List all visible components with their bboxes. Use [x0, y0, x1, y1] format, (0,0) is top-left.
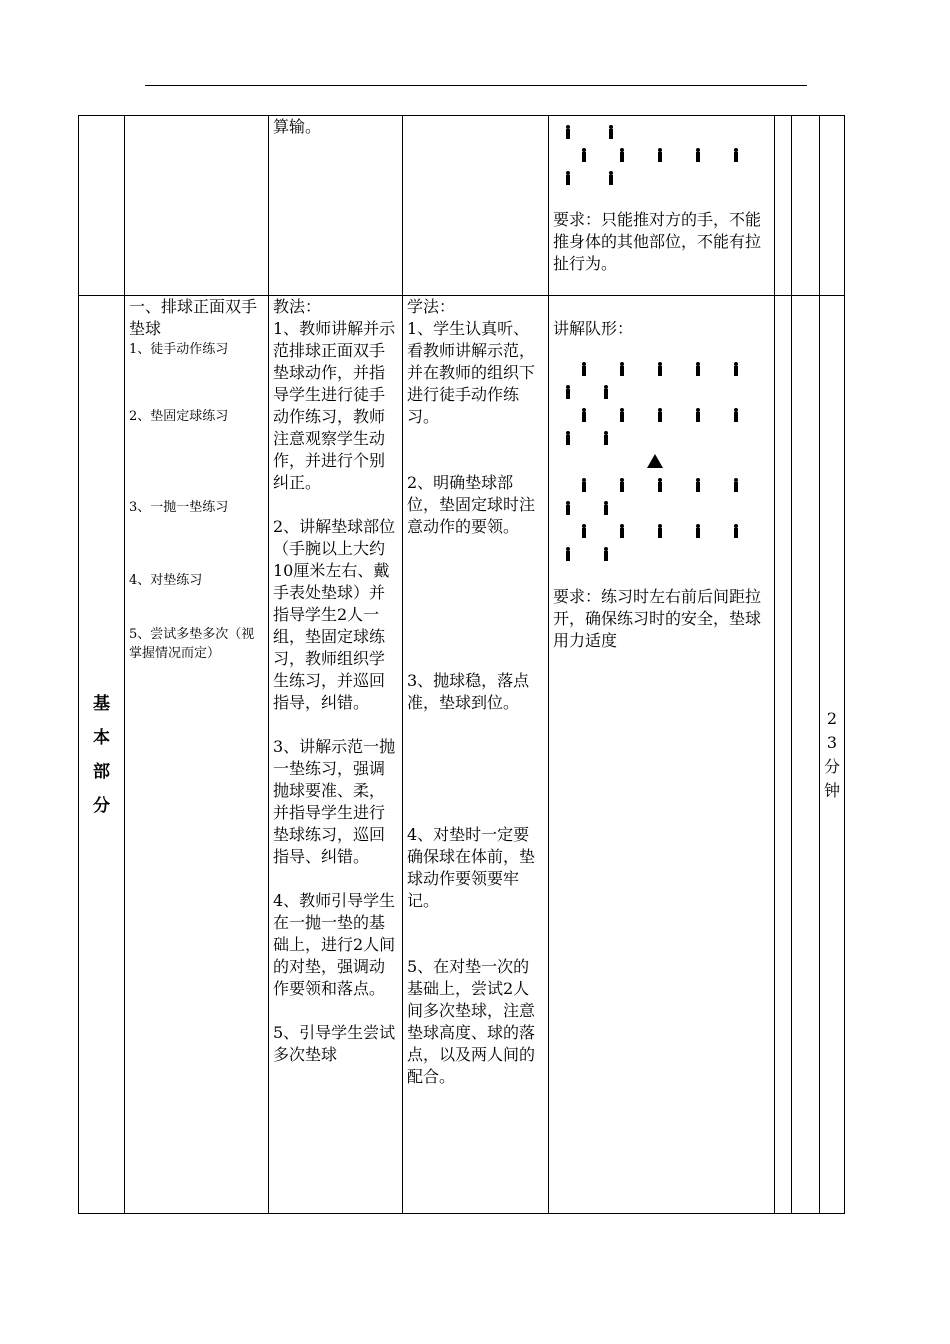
formation-row — [565, 383, 609, 397]
student-icon — [657, 524, 663, 538]
learn-step: 4、对垫时一定要确保球在体前，垫球动作要领要牢记。 — [407, 825, 536, 910]
content-item: 2、垫固定球练习 — [129, 409, 229, 424]
student-icon — [619, 408, 625, 422]
teach-step: 4、教师引导学生在一抛一垫的基础上，进行2人间的对垫，强调动作要领和落点。 — [273, 891, 396, 998]
content-cell — [125, 296, 269, 1214]
learn-step: 3、抛球稳，落点准，垫球到位。 — [407, 671, 530, 712]
teach-step: 1、教师讲解并示范排球正面双手垫球动作，并指导学生进行徒手动作练习，教师注意观察学生动作，并进行个别纠正。 — [273, 319, 396, 492]
section-label: 基 本 部 分 — [79, 296, 125, 1214]
student-icon — [581, 148, 587, 162]
requirement-text: 要求：练习时左右前后间距拉开，确保练习时的安全，垫球用力适度 — [553, 587, 762, 650]
organization-cell — [549, 296, 775, 1214]
student-icon — [657, 478, 663, 492]
formation-row — [581, 476, 739, 490]
formation-row — [565, 429, 609, 443]
student-icon — [603, 385, 609, 399]
student-icon — [695, 524, 701, 538]
student-icon — [619, 148, 625, 162]
learn-step: 2、明确垫球部位，垫固定球时注意动作的要领。 — [407, 473, 536, 536]
blank-cell — [775, 116, 792, 296]
blank-cell — [792, 116, 820, 296]
student-icon — [581, 362, 587, 376]
formation-row — [581, 522, 739, 536]
student-icon — [603, 431, 609, 445]
student-icon — [565, 171, 571, 185]
student-icon — [657, 362, 663, 376]
table-row — [79, 116, 845, 296]
student-icon — [608, 171, 614, 185]
student-icon — [581, 408, 587, 422]
formation-label: 讲解队形： — [553, 319, 634, 338]
student-icon — [581, 478, 587, 492]
student-icon — [733, 408, 739, 422]
content-item: 3、一抛一垫练习 — [129, 500, 229, 515]
teacher-triangle-icon — [647, 454, 663, 468]
learn-step: 1、学生认真听、看教师讲解示范，并在教师的组织下进行徒手动作练习。 — [407, 319, 536, 426]
student-icon — [695, 362, 701, 376]
blank-cell — [792, 296, 820, 1214]
student-icon — [565, 501, 571, 515]
teaching-formation — [553, 348, 770, 576]
time-label: 2 3 分 钟 — [820, 296, 845, 1214]
student-icon — [581, 524, 587, 538]
teach-text: 算输。 — [273, 117, 322, 136]
content-cell — [125, 116, 269, 296]
organization-cell — [549, 116, 775, 296]
formation-row — [565, 499, 609, 513]
student-icon — [619, 478, 625, 492]
student-icon — [695, 408, 701, 422]
student-icon — [619, 362, 625, 376]
student-icon — [657, 148, 663, 162]
teach-step: 3、讲解示范一抛一垫练习，强调抛球要准、柔，并指导学生进行垫球练习，巡回指导、纠错。 — [273, 737, 396, 866]
student-icon — [733, 524, 739, 538]
formation-row — [565, 123, 614, 137]
content-item: 1、徒手动作练习 — [129, 342, 229, 357]
learn-cell — [403, 296, 549, 1214]
student-icon — [603, 501, 609, 515]
section-cell — [79, 116, 125, 296]
pairing-formation — [553, 116, 770, 191]
student-icon — [565, 385, 571, 399]
student-icon — [733, 148, 739, 162]
teach-step: 5、引导学生尝试多次垫球 — [273, 1023, 396, 1064]
student-icon — [733, 362, 739, 376]
student-icon — [619, 524, 625, 538]
teach-step: 2、讲解垫球部位（手腕以上大约10厘米左右、戴手表处垫球）并指导学生2人一组，垫固定球练习，教师组织学生练习，并巡回指导，纠错。 — [273, 517, 396, 712]
requirement-text: 要求：只能推对方的手，不能推身体的其他部位，不能有拉扯行为。 — [553, 210, 762, 273]
formation-row — [565, 169, 614, 183]
learn-cell — [403, 116, 549, 296]
formation-row — [581, 406, 739, 420]
formation-row — [581, 146, 739, 160]
student-icon — [565, 125, 571, 139]
formation-row — [581, 360, 739, 374]
student-icon — [608, 125, 614, 139]
teach-cell — [269, 296, 403, 1214]
table-row — [79, 296, 845, 1214]
student-icon — [733, 478, 739, 492]
teach-header: 教法： — [273, 297, 322, 316]
content-title: 一、排球正面双手垫球 — [129, 297, 258, 338]
content-item: 4、对垫练习 — [129, 573, 203, 588]
learn-step: 5、在对垫一次的基础上，尝试2人间多次垫球，注意垫球高度、球的落点，以及两人间的配合。 — [407, 957, 536, 1086]
learn-header: 学法： — [407, 297, 456, 316]
student-icon — [695, 478, 701, 492]
header-rule — [145, 85, 807, 86]
blank-cell — [775, 296, 792, 1214]
student-icon — [565, 431, 571, 445]
student-icon — [565, 547, 571, 561]
lesson-plan-table — [78, 115, 845, 1214]
blank-cell — [820, 116, 845, 296]
student-icon — [657, 408, 663, 422]
student-icon — [603, 547, 609, 561]
teach-cell — [269, 116, 403, 296]
content-item: 5、尝试多垫多次（视掌握情况而定） — [129, 627, 255, 661]
student-icon — [695, 148, 701, 162]
formation-row — [565, 545, 609, 559]
